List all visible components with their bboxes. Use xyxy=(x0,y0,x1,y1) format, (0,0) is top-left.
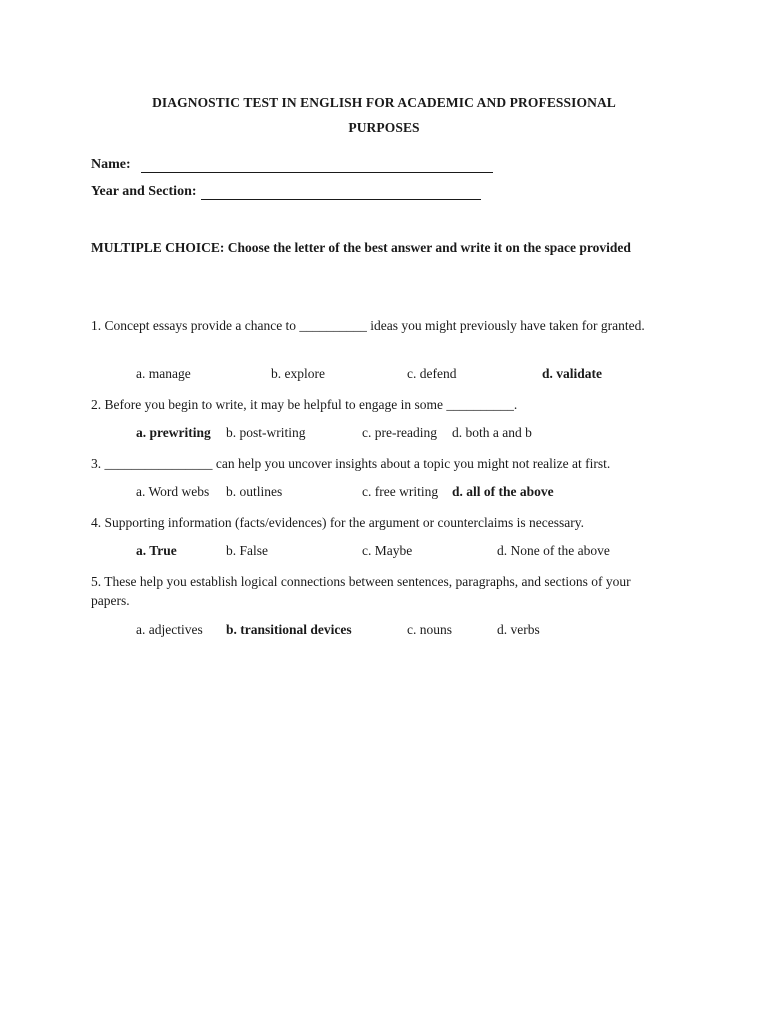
choices-row-3 xyxy=(0,484,768,504)
question-2: 2. Before you begin to write, it may be helpful to engage in some __________. xyxy=(91,397,518,412)
name-blank-line xyxy=(141,158,493,173)
question-3: 3. ________________ can help you uncover insights about a topic you might not realize at first. xyxy=(91,456,611,471)
choice-1b: b. explore xyxy=(271,366,325,381)
choice-1d: d. validate xyxy=(542,366,603,381)
choices-row-4 xyxy=(0,543,768,563)
question-1: 1. Concept essays provide a chance to __________ ideas you might previously have taken for granted. xyxy=(91,318,645,333)
choice-5d: d. verbs xyxy=(497,622,540,637)
choice-4d: d. None of the above xyxy=(497,543,610,558)
choices-row-2 xyxy=(0,425,768,445)
choice-1a: a. manage xyxy=(136,366,191,381)
choice-2d: d. both a and b xyxy=(452,425,532,440)
instructions: MULTIPLE CHOICE: Choose the letter of the best answer and write it on the space provided xyxy=(91,240,631,255)
choice-2b: b. post-writing xyxy=(226,425,306,440)
choice-3c: c. free writing xyxy=(362,484,439,499)
document-title-line-1: DIAGNOSTIC TEST IN ENGLISH FOR ACADEMIC AND PROFESSIONAL xyxy=(152,95,616,110)
year-section-field xyxy=(91,184,481,200)
choices-row-5 xyxy=(0,622,768,642)
choice-5c: c. nouns xyxy=(407,622,452,637)
choices-row-1 xyxy=(0,366,768,386)
year-section-label: Year and Section: xyxy=(91,184,197,199)
document-title-line-2: PURPOSES xyxy=(348,120,420,135)
choice-4b: b. False xyxy=(226,543,268,558)
choice-3a: a. Word webs xyxy=(136,484,210,499)
choice-5b: b. transitional devices xyxy=(226,622,352,637)
choice-2a: a. prewriting xyxy=(136,425,211,440)
choice-5a: a. adjectives xyxy=(136,622,203,637)
name-field xyxy=(91,157,493,173)
question-5: 5. These help you establish logical connections between sentences, paragraphs, and sections of your papers. xyxy=(91,574,631,608)
year-section-blank-line xyxy=(201,185,481,200)
choice-4a: a. True xyxy=(136,543,177,558)
choice-4c: c. Maybe xyxy=(362,543,413,558)
choice-2c: c. pre-reading xyxy=(362,425,437,440)
choice-3d: d. all of the above xyxy=(452,484,554,499)
choice-1c: c. defend xyxy=(407,366,457,381)
name-label: Name: xyxy=(91,157,131,172)
choice-3b: b. outlines xyxy=(226,484,283,499)
question-4: 4. Supporting information (facts/evidences) for the argument or counterclaims is necessary. xyxy=(91,515,584,530)
